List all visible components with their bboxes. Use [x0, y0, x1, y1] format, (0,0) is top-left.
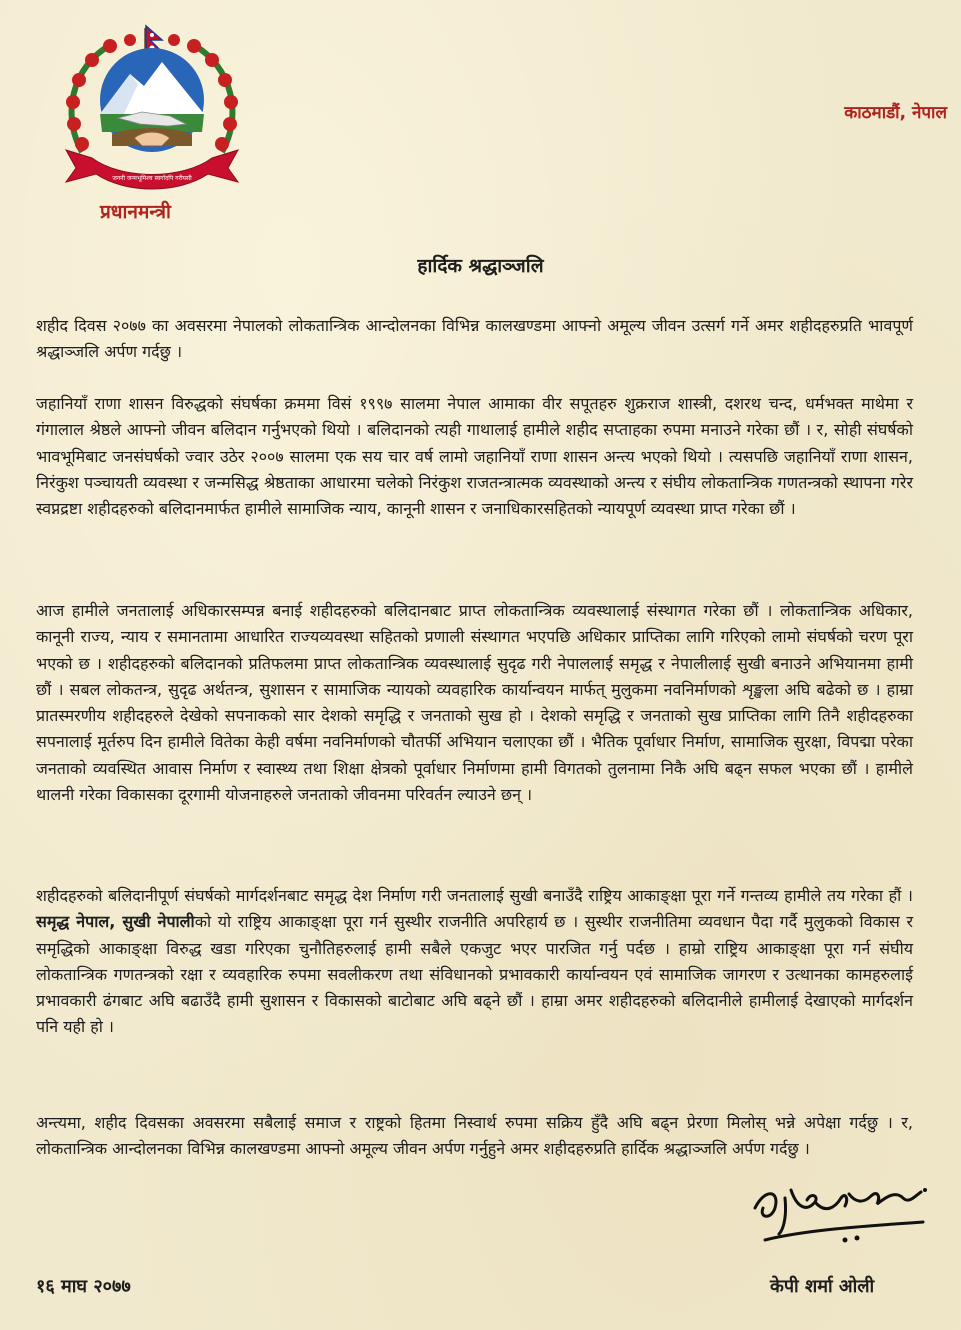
- paragraph-1: शहीद दिवस २०७७ का अवसरमा नेपालको लोकतान्त्रिक आन्दोलनका विभिन्न कालखण्डमा आफ्नो अमूल्य जीवन उत्सर्ग गर्ने अमर शहीदहरुप्रति भावपूर्ण श्रद्धाञ्जलि अर्पण गर्दछु ।: [36, 316, 913, 362]
- letter-title: हार्दिक श्रद्धाञ्जलि: [417, 255, 544, 277]
- office-title: प्रधानमन्त्री: [100, 201, 171, 223]
- nepal-emblem: [52, 22, 252, 197]
- paragraph-4-part-a: शहीदहरुको बलिदानीपूर्ण संघर्षको मार्गदर्शनबाट समृद्ध देश निर्माण गरी जनतालाई सुखी बनाउँदै राष्ट्रिय आकाङ्क्षा पूरा गर्ने गन्तव्य हामीले तय गरेका हौं ।: [36, 886, 913, 905]
- handwritten-signature: [745, 1168, 935, 1258]
- paragraph-3: आज हामीले जनतालाई अधिकारसम्पन्न बनाई शहीदहरुको बलिदानबाट प्राप्त लोकतान्त्रिक व्यवस्थालाई संस्थागत गरेका छौं । लोकतान्त्रिक अधिकार, कानूनी राज्य, न्याय र समानतामा आधारित राज्यव्यवस्था सहितको प्रणाली संस्थागत भएपछि अधिकार प्राप्तिका लागि गरिएको लामो संघर्षको चरण पूरा भएको छ । शहीदहरुको बलिदानको प्रतिफलमा प्राप्त लोकतान्त्रिक व्यवस्थालाई सुदृढ गरी नेपाललाई समृद्ध र नेपालीलाई सुखी बनाउने अभियानमा हामी छौं । सबल लोकतन्त्र, सुदृढ अर्थतन्त्र, सुशासन र सामाजिक न्यायको व्यवहारिक कार्यान्वयन मार्फत् मुलुकमा नवनिर्माणको शृङ्खला अघि बढेको छ । हाम्रा प्रातस्मरणीय शहीदहरुले देखेको सपनाकको सार देशको समृद्धि र जनताको सुख हो । देशको समृद्धि र जनताको सुख प्राप्तिका लागि तिनै शहीदहरुका सपनालाई मूर्तरुप दिन हामीले वितेका केही वर्षमा नवनिर्माणको चौतर्फी अभियान चलाएका छौं । भैतिक पूर्वाधार निर्माण, सामाजिक सुरक्षा, विपद्मा परेका जनताको व्यवस्थित आवास निर्माण र स्वास्थ्य तथा शिक्षा क्षेत्रको पूर्वाधार निर्माणमा हामी विगतको तुलनामा निकै अघि बढ्न सफल भएका छौं । हामीले थालनी गरेका विकासका दूरगामी योजनाहरुले जनताको जीवनमा परिवर्तन ल्याउने छन् ।: [36, 601, 913, 805]
- paragraph-5: अन्त्यमा, शहीद दिवसका अवसरमा सबैलाई समाज र राष्ट्रको हितमा निस्वार्थ रुपमा सक्रिय हुँदै अघि बढ्न प्रेरणा मिलोस् भन्ने अपेक्षा गर्दछु । र, लोकतान्त्रिक आन्दोलनका विभिन्न कालखण्डमा आफ्नो अमूल्य जीवन अर्पण गर्नुहुने अमर शहीदहरुप्रति हार्दिक श्रद्धाञ्जलि अर्पण गर्दछु ।: [36, 1113, 913, 1159]
- motto-text: जननी जन्मभूमिश्च स्वर्गादपि गरीयसी: [112, 175, 192, 182]
- signer-name: केपी शर्मा ओली: [770, 1276, 875, 1297]
- motto-ribbon: [66, 150, 238, 189]
- paragraph-2: जहानियाँ राणा शासन विरुद्धको संघर्षका क्रममा विसं १९९७ सालमा नेपाल आमाका वीर सपूतहरु शुक्रराज शास्त्री, दशरथ चन्द, धर्मभक्त माथेमा र गंगालाल श्रेष्ठले आफ्नो जीवन बलिदान गर्नुभएको थियो । बलिदानको त्यही गाथालाई हामीले शहीद सप्ताहका रुपमा मनाउने गरेका छौं । र, सोही संघर्षको भावभूमिबाट जनसंघर्षको ज्वार उठेर २००७ सालमा एक सय चार वर्ष लामो जहानियाँ राणा शासन अन्त्य भएको थियो । त्यसपछि जहानियाँ राणा शासन, निरंकुश पञ्चायती व्यवस्था र जन्मसिद्ध श्रेष्ठताका आधारमा चलेको निरंकुश राजतन्त्रात्मक व्यवस्थाको अन्त्य र संघीय लोकतान्त्रिक गणतन्त्रको स्थापना गरेर स्वप्नद्रष्टा शहीदहरुको बलिदानमार्फत हामीले सामाजिक न्याय, कानूनी शासन र जनाधिकारसहितको न्यायपूर्ण व्यवस्था प्राप्त गरेका छौं ।: [36, 394, 913, 519]
- place-label: काठमाडौं, नेपाल: [844, 103, 947, 123]
- slogan-bold: समृद्ध नेपाल, सुखी नेपाली: [36, 912, 195, 932]
- paragraph-4: [36, 883, 913, 1041]
- letter-date: १६ माघ २०७७: [36, 1276, 131, 1297]
- handshake-icon: [134, 132, 170, 146]
- paragraph-4-part-b: को यो राष्ट्रिय आकाङ्क्षा पूरा गर्न सुस्थीर राजनीति अपरिहार्य छ । सुस्थीर राजनीतिमा व्यवधान पैदा गर्दै मुलुकको विकास र समृद्धिको आकाङ्क्षा विरुद्ध खडा गरिएका चुनौतिहरुलाई हामी सबैले एकजुट भएर पारजित गर्नु पर्दछ । हाम्रो राष्ट्रिय आकाङ्क्षा पूरा गर्न संघीय लोकतान्त्रिक गणतन्त्रको रक्षा र व्यवहारिक रुपमा सवलीकरण तथा संविधानको प्रभावकारी कार्यान्वयन एवं सामाजिक जागरण र उत्थानका कामहरुलाई प्रभावकारी ढंगबाट अघि बढाउँदै हामी सुशासन र विकासको बाटोबाट अघि बढ्ने छौं । हाम्रा अमर शहीदहरुको बलिदानीले हामीलाई देखाएको मार्गदर्शन पनि यही हो ।: [36, 912, 914, 1037]
